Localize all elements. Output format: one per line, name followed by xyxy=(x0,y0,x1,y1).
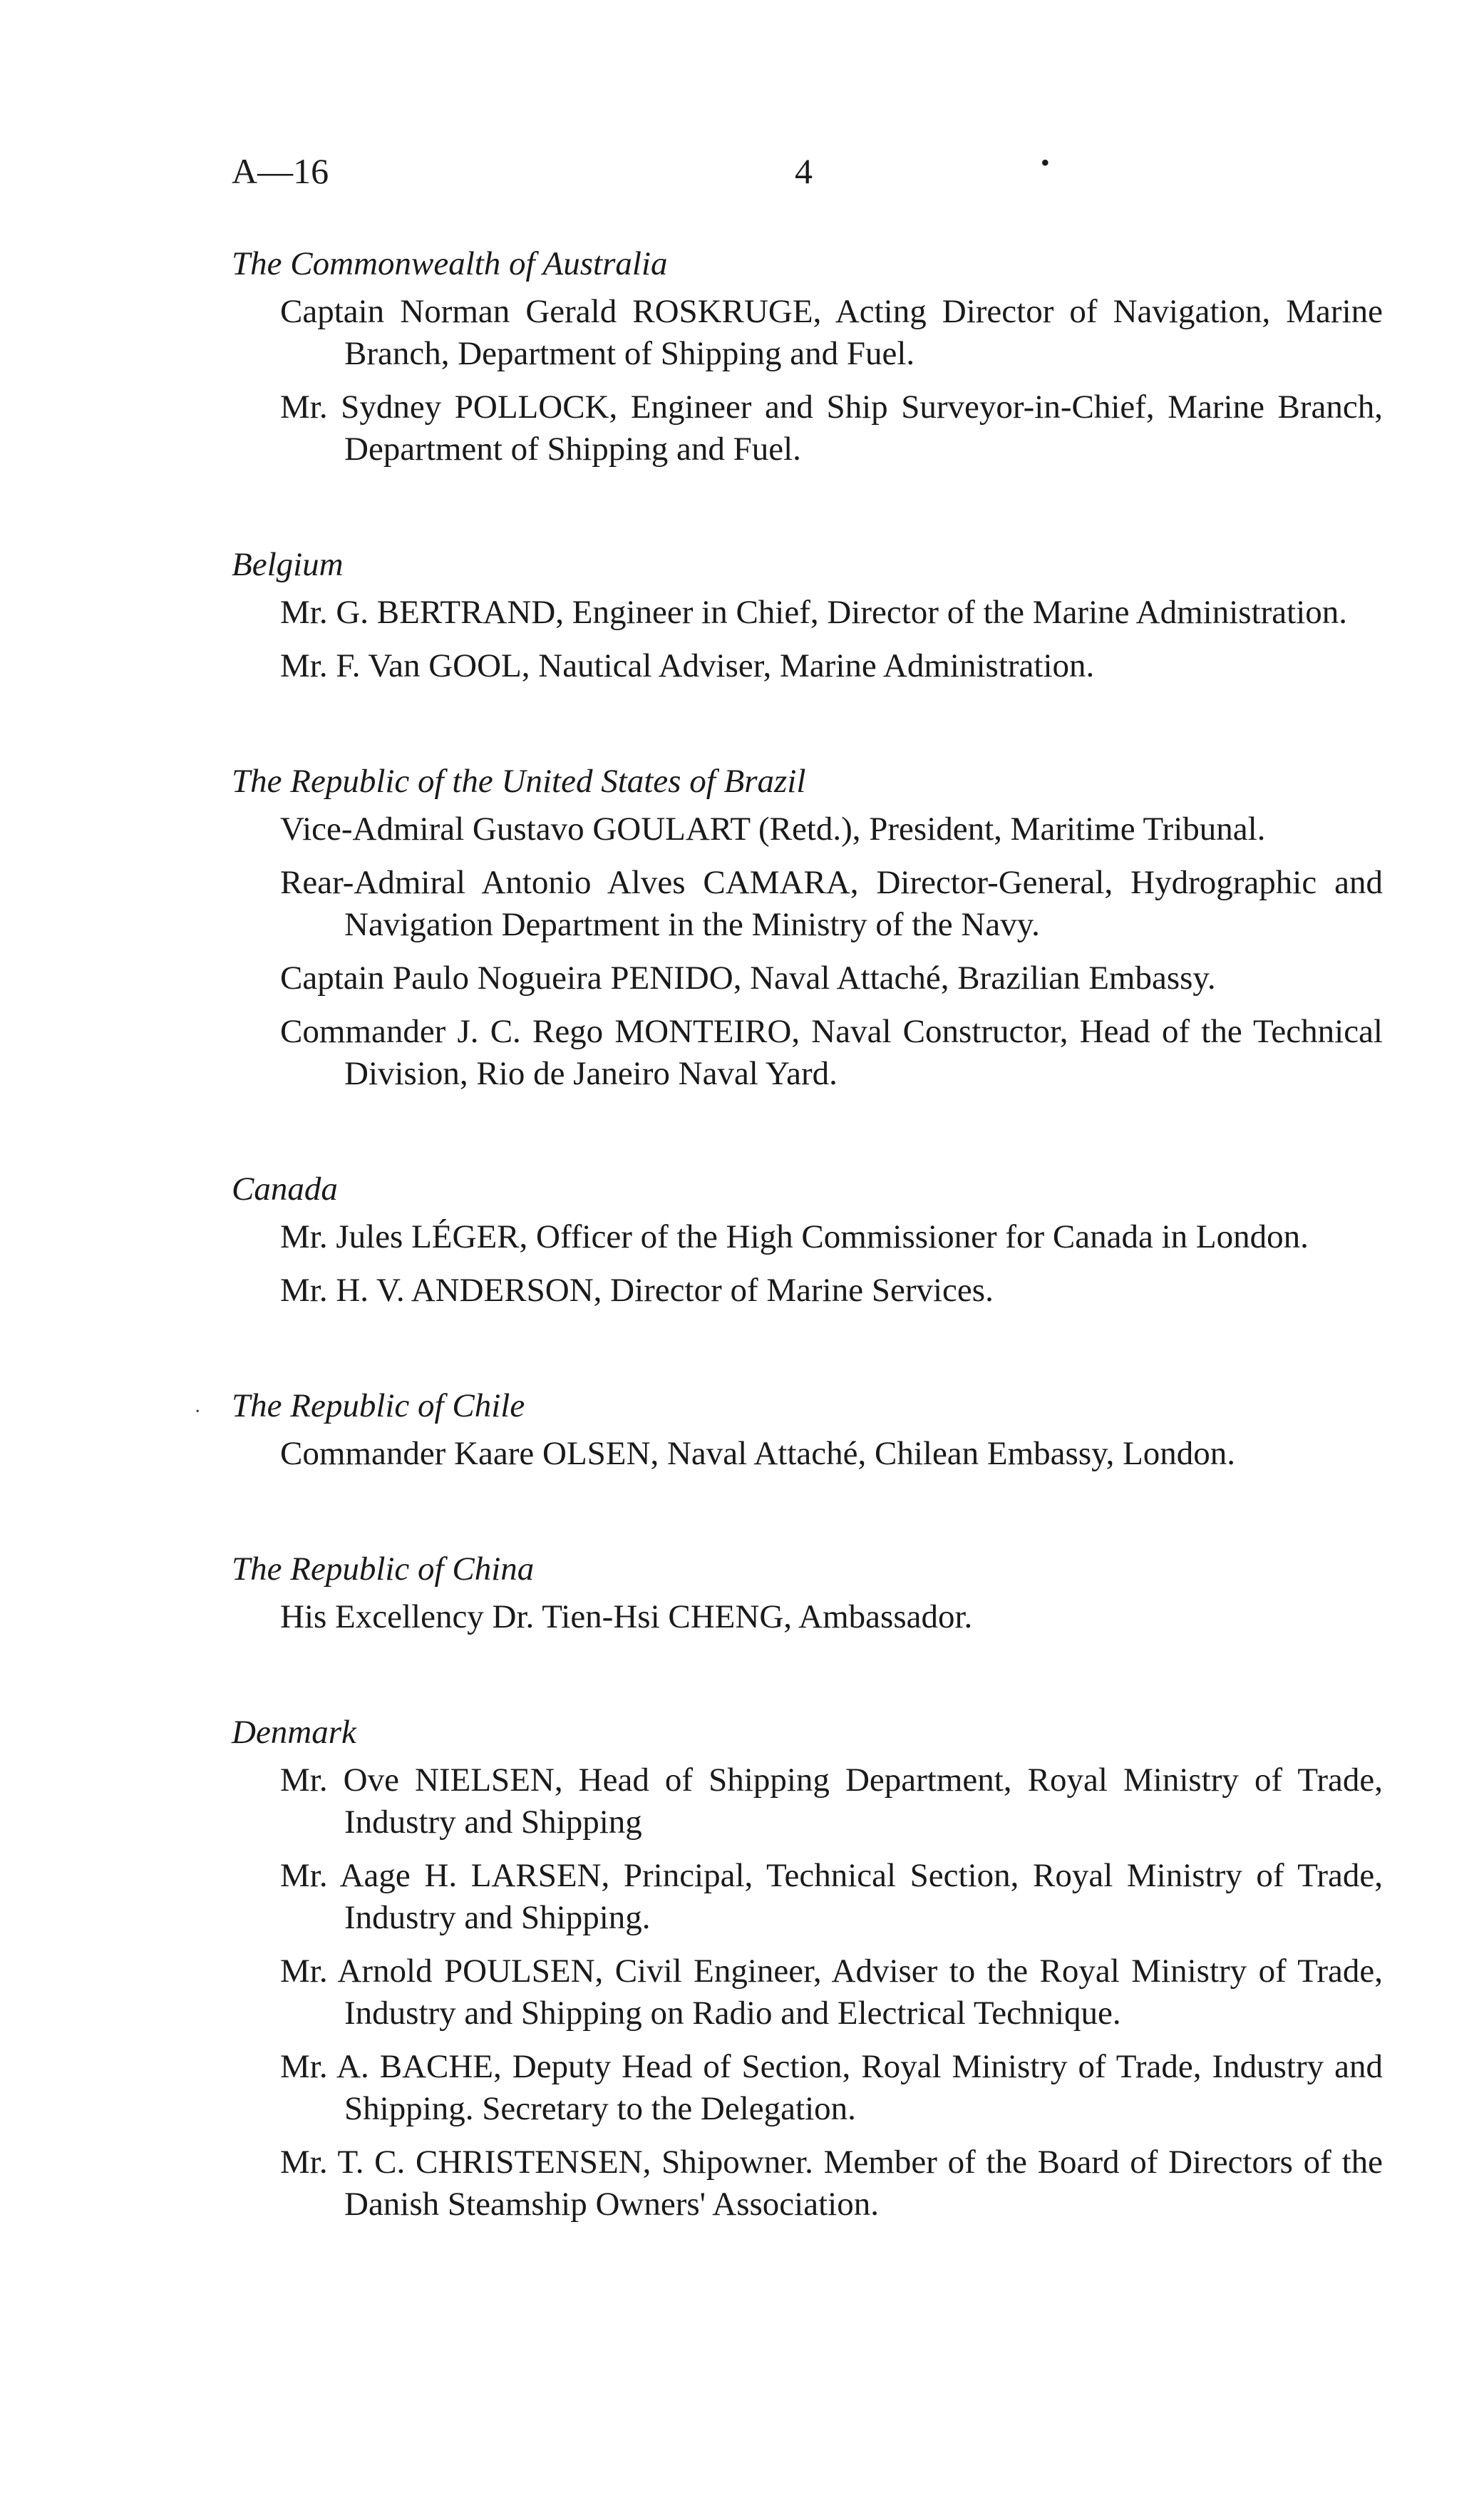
section-canada xyxy=(232,1168,1383,1312)
delegate-entry: His Excellency Dr. Tien-Hsi CHENG, Ambassador. xyxy=(280,1598,973,1635)
country-heading-text: The Republic of Chile xyxy=(232,1387,525,1424)
section-china xyxy=(232,1548,1383,1638)
section-australia xyxy=(232,242,1383,470)
section-chile xyxy=(195,1384,1383,1475)
delegate-entry: Mr. Arnold POULSEN, Civil Engineer, Adviser to the Royal Ministry of Trade, Industry and Shipping on Radio and Electrical Technique. xyxy=(280,1953,1383,2032)
delegate-entry: Captain Norman Gerald ROSKRUGE, Acting Director of Navigation, Marine Branch, Department of Shipping and Fuel. xyxy=(280,293,1383,372)
page-header xyxy=(232,146,1372,196)
delegate-entry: Mr. T. C. CHRISTENSEN, Shipowner. Member of the Board of Directors of the Danish Steamship Owners' Association. xyxy=(280,2144,1383,2223)
delegate-entry: Commander Kaare OLSEN, Naval Attaché, Chilean Embassy, London. xyxy=(280,1435,1236,1472)
delegate-entry: Mr. Aage H. LARSEN, Principal, Technical Section, Royal Ministry of Trade, Industry and Shipping. xyxy=(280,1857,1383,1936)
delegate-entry: Mr. Ove NIELSEN, Head of Shipping Department, Royal Ministry of Trade, Industry and Shipping xyxy=(280,1762,1383,1841)
country-heading: Denmark xyxy=(232,1714,356,1751)
delegate-entry: Captain Paulo Nogueira PENIDO, Naval Attaché, Brazilian Embassy. xyxy=(280,960,1216,997)
stray-mark: · xyxy=(195,1399,200,1423)
delegate-entry: Rear-Admiral Antonio Alves CAMARA, Director-General, Hydrographic and Navigation Department in the Ministry of the Navy. xyxy=(280,864,1383,943)
delegate-entry: Mr. G. BERTRAND, Engineer in Chief, Director of the Marine Administration. xyxy=(280,594,1348,631)
document-reference: A—16 xyxy=(232,151,329,191)
delegate-entry: Commander J. C. Rego MONTEIRO, Naval Constructor, Head of the Technical Division, Rio de Janeiro Naval Yard. xyxy=(280,1013,1383,1092)
delegate-entry: Mr. F. Van GOOL, Nautical Adviser, Marine Administration. xyxy=(280,647,1095,684)
country-heading xyxy=(195,1384,1383,1427)
page-number: 4 xyxy=(795,151,813,191)
country-heading: The Republic of the United States of Brazil xyxy=(232,763,806,800)
delegation-list xyxy=(195,242,1383,2298)
delegate-entry: Vice-Admiral Gustavo GOULART (Retd.), President, Maritime Tribunal. xyxy=(280,811,1266,848)
section-brazil xyxy=(232,760,1383,1095)
country-heading: Belgium xyxy=(232,546,344,583)
section-denmark xyxy=(232,1711,1383,2226)
country-heading: The Commonwealth of Australia xyxy=(232,245,668,282)
section-belgium xyxy=(232,543,1383,687)
country-heading: The Republic of China xyxy=(232,1550,535,1588)
country-heading: Canada xyxy=(232,1171,338,1208)
delegate-entry: Mr. A. BACHE, Deputy Head of Section, Royal Ministry of Trade, Industry and Shipping. Secretary to the Delegation. xyxy=(280,2048,1383,2127)
delegate-entry: Mr. H. V. ANDERSON, Director of Marine Services. xyxy=(280,1272,994,1309)
delegate-entry: Mr. Sydney POLLOCK, Engineer and Ship Surveyor-in-Chief, Marine Branch, Department of Shipping and Fuel. xyxy=(280,389,1383,468)
print-mark: • xyxy=(1041,148,1050,177)
delegate-entry: Mr. Jules LÉGER, Officer of the High Commissioner for Canada in London. xyxy=(280,1218,1309,1255)
